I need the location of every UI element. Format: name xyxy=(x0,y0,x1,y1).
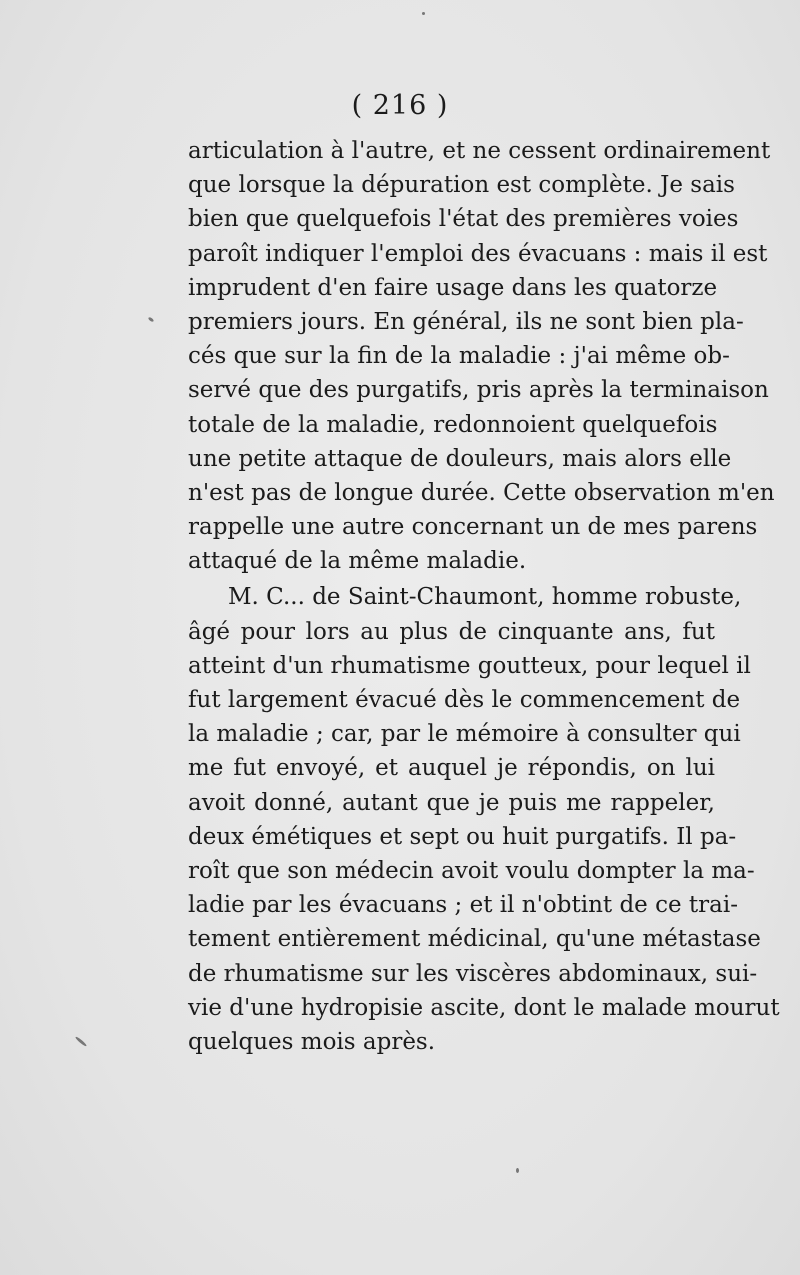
page-number: ( 216 ) xyxy=(351,90,449,121)
paragraph-2 xyxy=(188,580,780,1059)
text-line: bien que quelquefois l'état des premières voies xyxy=(188,206,739,233)
scan-speck xyxy=(422,12,425,15)
text-line: ladie par les évacuans ; et il n'obtint de ce trai- xyxy=(188,892,738,919)
paragraph-1 xyxy=(188,134,775,578)
scan-speck xyxy=(516,1168,519,1173)
text-line: vie d'une hydropisie ascite, dont le malade mourut xyxy=(188,994,780,1021)
text-line: âgé pour lors au plus de cinquante ans, fut xyxy=(188,618,715,645)
text-line: avoit donné, autant que je puis me rappeler, xyxy=(188,789,715,816)
text-line: atteint d'un rhumatisme goutteux, pour lequel il xyxy=(188,652,751,679)
text-line: deux émétiques et sept ou huit purgatifs. Il pa- xyxy=(188,823,737,850)
text-line: n'est pas de longue durée. Cette observation m'en xyxy=(188,479,775,506)
text-line: roît que son médecin avoit voulu dompter la ma- xyxy=(188,857,755,884)
text-line: une petite attaque de douleurs, mais alors elle xyxy=(188,445,732,472)
text-line: servé que des purgatifs, pris après la terminaison xyxy=(188,377,769,404)
scan-speck xyxy=(75,1036,88,1047)
text-line: cés que sur la fin de la maladie : j'ai même ob- xyxy=(188,343,730,370)
text-line: imprudent d'en faire usage dans les quatorze xyxy=(188,274,718,301)
text-line: que lorsque la dépuration est complète. Je sais xyxy=(188,172,735,199)
text-line: la maladie ; car, par le mémoire à consulter qui xyxy=(188,721,741,748)
text-line: paroît indiquer l'emploi des évacuans : mais il est xyxy=(188,240,768,267)
body-text xyxy=(188,134,780,1059)
text-line: me fut envoyé, et auquel je répondis, on lui xyxy=(188,755,715,782)
scan-speck xyxy=(148,317,155,323)
text-line: premiers jours. En général, ils ne sont bien pla- xyxy=(188,308,744,335)
text-line: de rhumatisme sur les viscères abdominaux, sui- xyxy=(188,960,758,987)
text-line: attaqué de la même maladie. xyxy=(188,548,527,575)
text-line: quelques mois après. xyxy=(188,1028,436,1055)
text-line: rappelle une autre concernant un de mes parens xyxy=(188,514,758,541)
text-line: fut largement évacué dès le commencement de xyxy=(188,687,741,713)
text-line: articulation à l'autre, et ne cessent ordinairement xyxy=(188,138,771,164)
text-line: M. C... de Saint-Chaumont, homme robuste, xyxy=(228,584,742,611)
text-line: totale de la maladie, redonnoient quelquefois xyxy=(188,411,718,438)
text-line: tement entièrement médicinal, qu'une métastase xyxy=(188,926,761,953)
